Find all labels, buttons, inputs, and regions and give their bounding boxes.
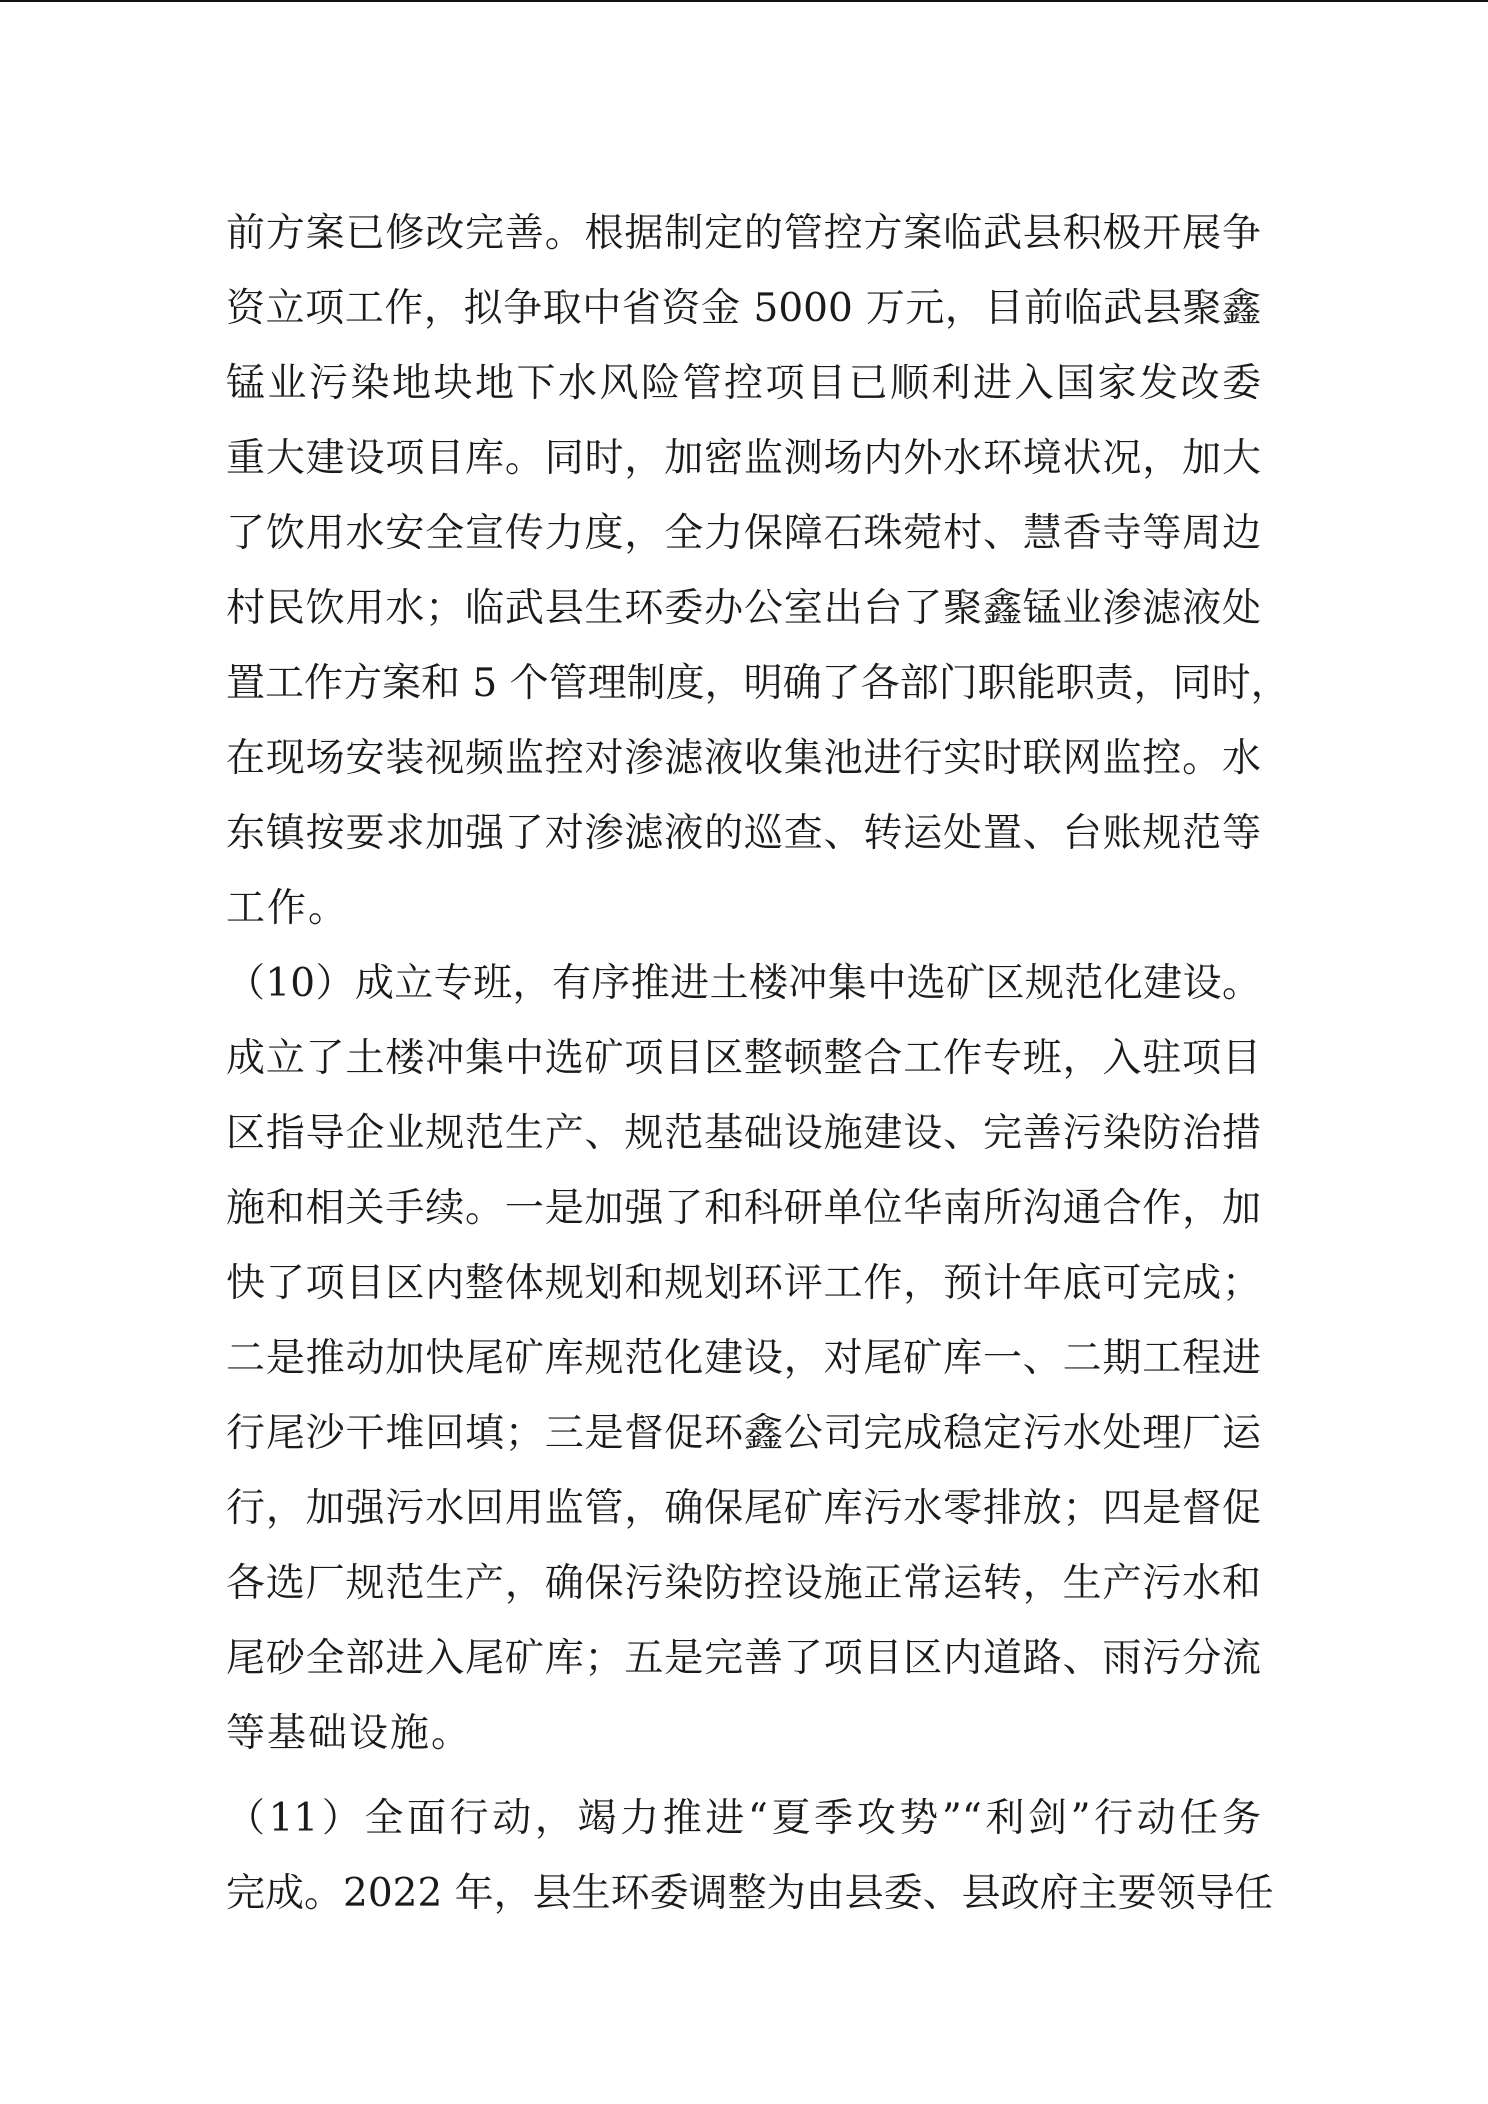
text-line: 锰业污染地块地下水风险管控项目已顺利进入国家发改委 bbox=[226, 361, 1261, 406]
text-line: 区指导企业规范生产、规范基础设施建设、完善污染防治措 bbox=[226, 1111, 1261, 1156]
text-line: 前方案已修改完善。根据制定的管控方案临武县积极开展争 bbox=[226, 211, 1261, 256]
text-line: 快了项目区内整体规划和规划环评工作，预计年底可完成； bbox=[226, 1261, 1261, 1306]
text-line: 在现场安装视频监控对渗滤液收集池进行实时联网监控。水 bbox=[226, 736, 1261, 781]
text-line: 等基础设施。 bbox=[226, 1711, 473, 1756]
text-line: 完成。2022 年，县生环委调整为由县委、县政府主要领导任 bbox=[226, 1871, 1274, 1916]
text-line: 尾砂全部进入尾矿库；五是完善了项目区内道路、雨污分流 bbox=[226, 1636, 1261, 1681]
text-line: 成立了土楼冲集中选矿项目区整顿整合工作专班，入驻项目 bbox=[226, 1036, 1261, 1081]
section-heading-10: （10）成立专班，有序推进土楼冲集中选矿区规范化建设。 bbox=[226, 961, 1261, 1006]
text-line: 了饮用水安全宣传力度，全力保障石珠菀村、慧香寺等周边 bbox=[226, 511, 1261, 556]
text-line: 行，加强污水回用监管，确保尾矿库污水零排放；四是督促 bbox=[226, 1486, 1261, 1531]
page-top-border bbox=[0, 0, 1488, 2]
text-line: 村民饮用水；临武县生环委办公室出台了聚鑫锰业渗滤液处 bbox=[226, 586, 1261, 631]
text-line: 东镇按要求加强了对渗滤液的巡查、转运处置、台账规范等 bbox=[226, 811, 1261, 856]
section-heading-11: （11）全面行动，竭力推进“夏季攻势”“利剑”行动任务 bbox=[226, 1796, 1261, 1841]
text-line: 资立项工作，拟争取中省资金 5000 万元，目前临武县聚鑫 bbox=[226, 286, 1261, 331]
text-line: 工作。 bbox=[226, 886, 350, 931]
text-line: 各选厂规范生产，确保污染防控设施正常运转，生产污水和 bbox=[226, 1561, 1261, 1606]
document-body bbox=[226, 196, 1290, 1931]
text-line: 置工作方案和 5 个管理制度，明确了各部门职能职责，同时， bbox=[226, 661, 1290, 706]
text-line: 重大建设项目库。同时，加密监测场内外水环境状况，加大 bbox=[226, 436, 1261, 481]
text-line: 施和相关手续。一是加强了和科研单位华南所沟通合作，加 bbox=[226, 1186, 1261, 1231]
text-line: 二是推动加快尾矿库规范化建设，对尾矿库一、二期工程进 bbox=[226, 1336, 1261, 1381]
paragraph-gap bbox=[226, 1771, 1261, 1781]
text-line: 行尾沙干堆回填；三是督促环鑫公司完成稳定污水处理厂运 bbox=[226, 1411, 1261, 1456]
